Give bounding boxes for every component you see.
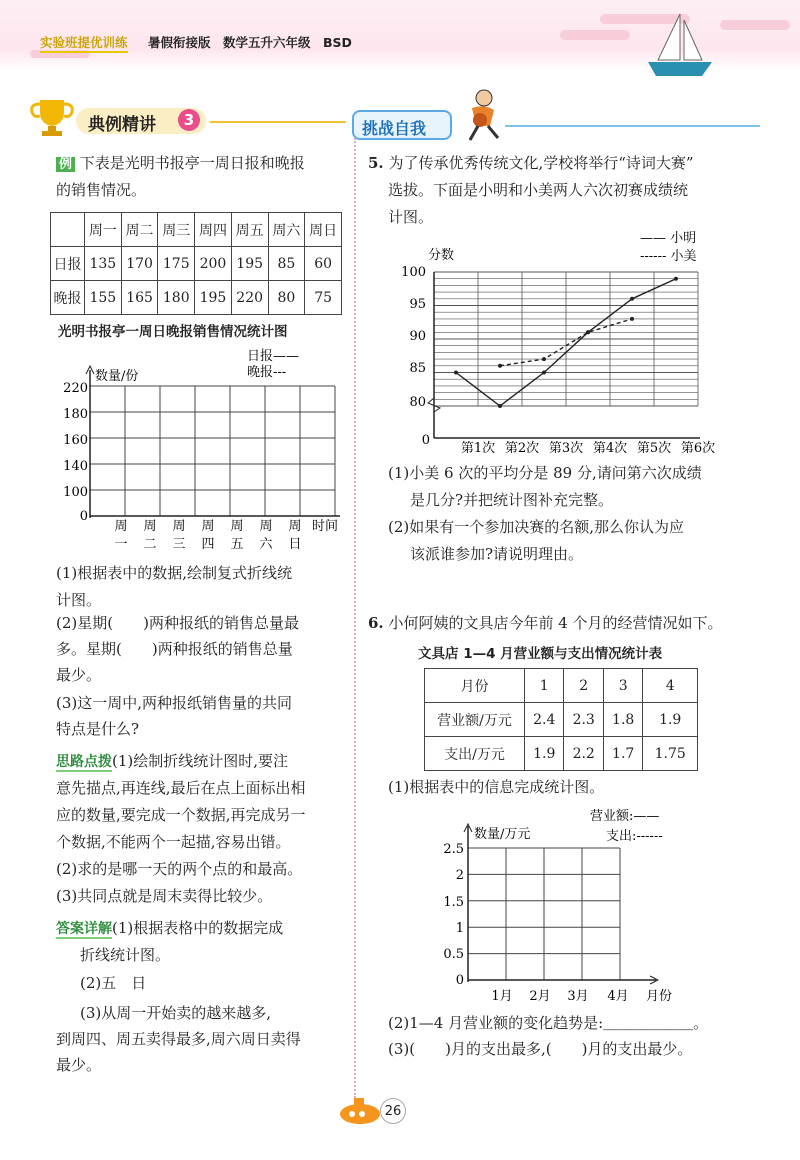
column-divider [354,138,356,1098]
hint-line: 个数据,不能两个一起描,容易出错。 [56,833,291,851]
hint-line: 意先描点,再连线,最后在点上面标出相 [56,779,306,797]
table-cell: 营业额/万元 [425,703,525,737]
q-line: 多。星期( )两种报纸的销售总量 [56,640,293,658]
tick-label: 160 [63,433,88,448]
table-cell: 支出/万元 [425,737,525,771]
table-cell: 1.7 [603,737,642,771]
table-cell: 日报 [51,247,85,281]
x-tick: 二 [143,537,157,552]
table-cell [51,213,85,247]
hint-line: (2)求的是哪一天的两个点的和最高。 [56,860,303,878]
table-cell: 晚报 [51,281,85,315]
x-tick: 周 [230,519,244,534]
p5-line: 选拔。下面是小明和小美两人六次初赛成绩统 [388,181,689,199]
y-axis-label: 分数 [428,248,455,263]
q-line: (3)这一周中,两种报纸销售量的共同 [56,694,293,712]
intro-line-2: 的销售情况。 [56,181,147,199]
legend-label: ------ 小美 [640,249,697,264]
header-rule [210,121,346,123]
table-cell: 135 [85,247,122,281]
runner-icon [458,88,508,142]
intro-line-1: 下表是光明书报亭一周日报和晚报 [79,154,305,172]
q-line: (1)根据表中的数据,绘制复式折线统 [56,564,293,582]
data-point [454,371,458,375]
table-header-row [51,213,342,247]
book-title: 暑假衔接版 数学五升六年级 BSD [148,35,352,50]
tick-label: 0 [421,433,430,448]
challenge-rule [505,125,760,127]
x-tick: 日 [288,537,302,552]
table-cell: 1.8 [603,703,642,737]
q5-line: 是几分?并把统计图补充完整。 [410,491,614,509]
data-point [542,371,546,375]
hint-line: 应的数量,要完成一个数据,再完成另一 [56,806,306,824]
p6-line: 小何阿姨的文具店今年前 4 个月的经营情况如下。 [388,614,723,632]
x-tick: 1月 [491,989,513,1004]
table-cell: 周五 [231,213,268,247]
answer-line: 最少。 [56,1056,102,1074]
answer-line: (1)根据表格中的数据完成 [112,919,284,937]
x-tick: 4月 [607,989,629,1004]
tick-label: 80 [409,395,426,410]
y-axis-label: 数量/万元 [474,827,531,842]
q6-line: (2)1—4 月营业额的变化趋势是:＿＿＿＿＿＿。 [388,1014,709,1032]
table-cell: 2.2 [564,737,603,771]
tick-label: 90 [409,329,426,344]
x-axis-label: 时间 [312,519,339,534]
sailboat-icon [640,10,720,80]
table6-title: 文具店 1—4 月营业额与支出情况统计表 [418,646,663,662]
p5-line: 计图。 [388,208,434,226]
table-header-row [425,669,698,703]
challenge-title: 挑战自我 [362,119,427,138]
tick-label: 180 [63,407,88,422]
table-cell: 220 [231,281,268,315]
x-tick: 第6次 [680,441,716,456]
challenge-box [352,110,452,140]
x-tick: 一 [114,537,128,552]
problem-number: 6. [368,614,384,632]
table-cell: 周四 [195,213,232,247]
problem-number: 5. [368,154,384,172]
table-cell: 周三 [158,213,195,247]
tick-label: 95 [409,297,426,312]
answer-line: (3)从周一开始卖的越来越多, [80,1004,272,1022]
table-cell: 周二 [121,213,158,247]
p5-line: 为了传承优秀传统文化,学校将举行“诗词大赛” [388,154,694,172]
table-cell: 1.9 [525,737,564,771]
data-point [674,277,678,281]
table-row [51,247,342,281]
q-line: (2)星期( )两种报纸的销售总量最 [56,614,299,632]
table-cell: 4 [643,669,698,703]
data-point [630,297,634,301]
section-number: 3 [178,109,200,131]
table-cell: 195 [195,281,232,315]
x-tick: 3月 [567,989,589,1004]
x-tick: 第5次 [636,441,672,456]
q5-line: (2)如果有一个参加决赛的名额,那么你认为应 [388,518,685,536]
x-tick: 第3次 [548,441,584,456]
x-tick: 周 [201,519,215,534]
table-cell: 2.4 [525,703,564,737]
store-chart [420,800,720,1010]
legend-label: —— 小明 [640,231,697,246]
x-tick: 周 [288,519,302,534]
hint-line: (1)绘制折线统计图时,要注 [112,752,289,770]
table-cell: 165 [121,281,158,315]
table-cell: 75 [305,281,342,315]
score-chart [400,226,780,456]
q5-line: 该派谁参加?请说明理由。 [410,545,584,563]
q6-line: (3)( )月的支出最多,( )月的支出最少。 [388,1040,693,1058]
tick-label: 2 [455,868,464,883]
x-tick: 周 [143,519,157,534]
table-cell: 80 [268,281,305,315]
q-line: 最少。 [56,666,102,684]
x-tick: 第4次 [592,441,628,456]
left-chart-title: 光明书报亭一周日晚报销售情况统计图 [58,324,288,340]
table-cell: 2 [564,669,603,703]
left-chart [40,342,350,560]
table-cell: 1 [525,669,564,703]
table-cell: 85 [268,247,305,281]
legend-label: 日报—— [247,349,300,364]
legend-label: 营业额:—— [590,809,660,824]
section-title-box [76,108,206,134]
legend-label: 晚报--- [247,365,287,380]
table-row [425,737,698,771]
table-cell: 195 [231,247,268,281]
tick-label: 1 [455,921,464,936]
table-cell: 180 [158,281,195,315]
answer-line: 折线统计图。 [80,946,171,964]
table-cell: 周日 [305,213,342,247]
tick-label: 0 [79,509,88,524]
section-title: 典例精讲 [88,115,156,135]
tick-label: 85 [409,361,426,376]
x-tick: 五 [230,537,244,552]
tick-label: 2.5 [443,842,464,857]
x-tick: 第1次 [460,441,496,456]
answer-line: (2)五 日 [80,974,147,992]
table-cell: 175 [158,247,195,281]
q5-line: (1)小美 6 次的平均分是 89 分,请问第六次成绩 [388,464,702,482]
tick-label: 140 [63,459,88,474]
tick-label: 100 [63,485,88,500]
trophy-icon [28,96,76,138]
tick-label: 220 [63,381,88,396]
data-point [630,317,634,321]
table-cell: 200 [195,247,232,281]
y-axis-label: 数量/份 [95,369,139,384]
q-line: 特点是什么? [56,720,140,738]
data-point [498,364,502,368]
table-cell: 周一 [85,213,122,247]
series-name: 实验班提优训练 [40,33,128,53]
q6-line: (1)根据表中的信息完成统计图。 [388,778,605,796]
table-cell: 60 [305,247,342,281]
answer-tag: 答案详解 [56,921,112,937]
cloud-decoration [720,20,790,30]
x-tick: 周 [259,519,273,534]
table-row [51,281,342,315]
hint-tag: 思路点拨 [56,754,112,770]
table-cell: 周六 [268,213,305,247]
x-tick: 周 [114,519,128,534]
x-tick: 周 [172,519,186,534]
table-cell: 170 [121,247,158,281]
x-tick: 2月 [529,989,551,1004]
table-cell: 月份 [425,669,525,703]
x-axis-label: 月份 [646,989,673,1004]
data-point [498,404,502,408]
x-tick: 四 [201,537,215,552]
x-tick: 六 [259,537,273,552]
legend-label: 支出:------ [606,829,663,844]
hint-line: (3)共同点就是周末卖得比较少。 [56,887,273,905]
example-badge: 例 [56,157,75,172]
tick-label: 0.5 [443,947,464,962]
q-line: 计图。 [56,591,102,609]
tick-label: 100 [401,265,426,280]
tick-label: 1.5 [443,895,464,910]
cloud-decoration [560,30,630,40]
data-point [542,357,546,361]
table-cell: 155 [85,281,122,315]
store-table [424,668,698,771]
answer-line: 到周四、周五卖得最多,周六周日卖得 [56,1030,301,1048]
table-cell: 1.9 [643,703,698,737]
data-point [586,330,590,334]
table-cell: 3 [603,669,642,703]
x-tick: 第2次 [504,441,540,456]
x-tick: 三 [172,537,186,552]
table-row [425,703,698,737]
sales-table [50,212,342,315]
tick-label: 0 [455,973,464,988]
table-cell: 1.75 [643,737,698,771]
page-number: 26 [380,1098,406,1124]
submarine-icon [334,1090,384,1130]
table-cell: 2.3 [564,703,603,737]
